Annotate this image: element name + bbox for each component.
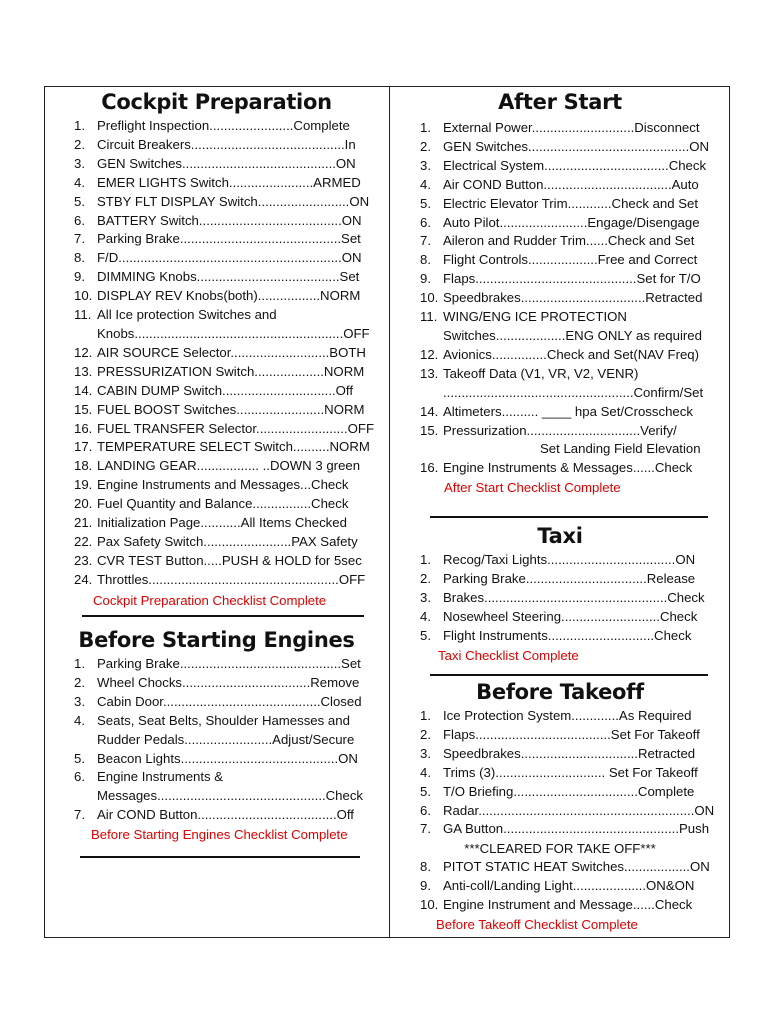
checklist-item bbox=[44, 287, 389, 306]
checklist-item bbox=[44, 420, 389, 439]
item-text: DISPLAY REV Knobs(both).................NORM bbox=[97, 288, 361, 304]
item-text: Engine Instruments & Messages......Check bbox=[443, 460, 693, 476]
item-number: 7. bbox=[74, 231, 85, 247]
item-text: Cabin Door...........................................Closed bbox=[97, 693, 362, 709]
item-text: WING/ENG ICE PROTECTION bbox=[443, 309, 627, 325]
after-start-checklist bbox=[390, 119, 730, 478]
item-text: Electrical System..................................Check bbox=[443, 157, 707, 173]
checklist-item bbox=[44, 693, 389, 712]
checklist-item bbox=[390, 896, 730, 915]
item-number: 11. bbox=[420, 309, 438, 325]
item-text: Flaps.....................................Set For Takeoff bbox=[443, 726, 700, 742]
checklist-item bbox=[44, 363, 389, 382]
checklist-item bbox=[390, 802, 730, 821]
item-number: 12. bbox=[74, 344, 93, 360]
checklist-item bbox=[44, 495, 389, 514]
checklist-item bbox=[390, 745, 730, 764]
checklist-item bbox=[390, 138, 730, 157]
before-start-complete-note: Before Starting Engines Checklist Complete bbox=[91, 827, 348, 843]
item-number: 16. bbox=[420, 460, 439, 476]
item-text: Anti-coll/Landing Light....................ON&ON bbox=[443, 878, 695, 894]
item-text: Beacon Lights...........................................ON bbox=[97, 750, 358, 766]
item-text: Parking Brake............................................Set bbox=[97, 656, 361, 671]
item-text: Circuit Breakers..........................................In bbox=[97, 136, 356, 152]
checklist-item bbox=[390, 195, 730, 214]
item-number: 10. bbox=[420, 290, 439, 306]
item-number: 9. bbox=[420, 271, 431, 287]
item-text: T/O Briefing..................................Complete bbox=[443, 783, 695, 799]
separator-line bbox=[82, 615, 364, 617]
item-number: 4. bbox=[74, 174, 85, 190]
item-number: 17. bbox=[74, 439, 93, 455]
item-text: Flaps............................................Set for T/O bbox=[443, 271, 701, 287]
taxi-section bbox=[390, 522, 730, 665]
item-text: AIR SOURCE Selector...........................BOTH bbox=[97, 344, 366, 360]
item-text: GA Button................................................Push bbox=[443, 821, 710, 837]
checklist-item bbox=[390, 589, 730, 608]
item-number: 5. bbox=[420, 783, 431, 799]
item-number: 14. bbox=[74, 382, 93, 398]
checklist-item bbox=[390, 270, 730, 289]
taxi-checklist bbox=[390, 551, 730, 646]
item-text: Brakes..................................................Check bbox=[443, 589, 705, 605]
checklist-item bbox=[390, 308, 730, 346]
checklist-item bbox=[44, 438, 389, 457]
item-text: Wheel Chocks...................................Remove bbox=[97, 674, 360, 690]
checklist-item bbox=[44, 212, 389, 231]
item-number: 5. bbox=[420, 627, 431, 643]
item-text: Engine Instruments & bbox=[97, 769, 224, 785]
item-text: F/D.............................................................ON bbox=[97, 250, 362, 266]
checklist-item bbox=[390, 346, 730, 365]
checklist-item bbox=[44, 230, 389, 249]
item-text: Preflight Inspection.......................Complete bbox=[97, 118, 350, 133]
item-number: 6. bbox=[74, 212, 85, 228]
checklist-item bbox=[44, 533, 389, 552]
checklist-item bbox=[44, 268, 389, 287]
item-number: 1. bbox=[74, 118, 85, 133]
item-number: 21. bbox=[74, 515, 93, 531]
section-title: Before Starting Engines bbox=[78, 628, 355, 652]
checklist-item bbox=[390, 551, 730, 570]
item-text: EMER LIGHTS Switch.......................ARMED bbox=[97, 174, 361, 190]
item-number: 2. bbox=[74, 136, 85, 152]
before-takeoff-checklist bbox=[390, 707, 730, 839]
checklist-item bbox=[44, 136, 389, 155]
checklist-item bbox=[390, 157, 730, 176]
item-number: 5. bbox=[74, 750, 85, 766]
item-text: PITOT STATIC HEAT Switches..................ON bbox=[443, 859, 710, 875]
checklist-item bbox=[44, 117, 389, 136]
section-title: Taxi bbox=[537, 524, 583, 548]
item-text: CABIN DUMP Switch...............................Off bbox=[97, 382, 353, 398]
item-text: Flight Instruments.............................Check bbox=[443, 627, 692, 643]
item-number: 20. bbox=[74, 496, 93, 512]
checklist-item bbox=[44, 806, 389, 825]
separator-line bbox=[80, 856, 360, 858]
cockpit-preparation-section bbox=[44, 86, 389, 610]
item-number: 9. bbox=[74, 269, 85, 285]
item-text: FUEL BOOST Switches........................NORM bbox=[97, 401, 365, 417]
checklist-item bbox=[390, 627, 730, 646]
item-text: Engine Instrument and Message......Check bbox=[443, 897, 693, 913]
checklist-item bbox=[44, 750, 389, 769]
item-number: 8. bbox=[74, 250, 85, 266]
item-number: 1. bbox=[420, 708, 431, 723]
item-number: 8. bbox=[420, 252, 431, 268]
item-number: 4. bbox=[420, 176, 431, 192]
item-number: 15. bbox=[420, 422, 439, 438]
item-text: Flight Controls...................Free and Correct bbox=[443, 252, 698, 268]
before-takeoff-checklist-continued bbox=[390, 858, 730, 915]
item-text: Fuel Quantity and Balance................Check bbox=[97, 496, 349, 512]
item-number: 3. bbox=[420, 157, 431, 173]
item-text: FUEL TRANSFER Selector.........................OFF bbox=[97, 420, 374, 436]
item-text: Radar...........................................................ON bbox=[443, 802, 715, 818]
item-number: 4. bbox=[420, 608, 431, 624]
after-start-section bbox=[390, 86, 730, 497]
item-number: 16. bbox=[74, 420, 93, 436]
item-text: Aileron and Rudder Trim......Check and Set bbox=[443, 233, 695, 249]
item-text: Pax Safety Switch........................PAX Safety bbox=[97, 533, 358, 549]
checklist-item bbox=[390, 232, 730, 251]
item-number: 18. bbox=[74, 458, 93, 474]
item-text: Takeoff Data (V1, VR, V2, VENR) bbox=[443, 365, 639, 381]
checklist-item bbox=[44, 457, 389, 476]
checklist-item bbox=[390, 289, 730, 308]
item-number: 13. bbox=[74, 363, 93, 379]
item-text: Seats, Seat Belts, Shoulder Hamesses and bbox=[97, 712, 350, 728]
item-number: 15. bbox=[74, 401, 93, 417]
item-number: 1. bbox=[420, 552, 431, 567]
checklist-item bbox=[44, 382, 389, 401]
checklist-item bbox=[44, 655, 389, 674]
item-text: PRESSURIZATION Switch...................NORM bbox=[97, 363, 365, 379]
before-takeoff-section bbox=[390, 678, 730, 934]
item-number: 1. bbox=[74, 656, 85, 671]
separator-line bbox=[430, 516, 708, 518]
item-text-continued: Rudder Pedals........................Adjust/Secure bbox=[97, 731, 355, 747]
checklist-item bbox=[390, 570, 730, 589]
checklist-item bbox=[44, 344, 389, 363]
checklist-item bbox=[44, 174, 389, 193]
checklist-item bbox=[390, 608, 730, 627]
checklist-item bbox=[390, 214, 730, 233]
before-starting-engines-section bbox=[44, 626, 389, 844]
item-number: 22. bbox=[74, 533, 93, 549]
item-text: Parking Brake.................................Release bbox=[443, 570, 696, 586]
item-text: Pressurization...............................Verify/ bbox=[443, 422, 677, 438]
checklist-item bbox=[44, 249, 389, 268]
checklist-item bbox=[44, 552, 389, 571]
item-text: All Ice protection Switches and bbox=[97, 307, 277, 323]
item-number: 6. bbox=[74, 769, 85, 785]
item-number: 7. bbox=[74, 807, 85, 823]
checklist-item bbox=[390, 459, 730, 478]
checklist-item bbox=[390, 858, 730, 877]
item-number: 10. bbox=[74, 288, 93, 304]
item-number: 3. bbox=[74, 155, 85, 171]
before-start-checklist bbox=[44, 655, 389, 825]
checklist-item bbox=[44, 306, 389, 344]
checklist-item bbox=[390, 365, 730, 403]
item-number: 7. bbox=[420, 821, 431, 837]
item-text-continued: ....................................................Confirm/Set bbox=[443, 384, 704, 400]
item-number: 23. bbox=[74, 552, 93, 568]
checklist-item bbox=[44, 571, 389, 590]
item-text: CVR TEST Button.....PUSH & HOLD for 5sec bbox=[97, 552, 362, 568]
item-number: 7. bbox=[420, 233, 431, 249]
item-number: 5. bbox=[420, 195, 431, 211]
item-text: BATTERY Switch.......................................ON bbox=[97, 212, 362, 228]
checklist-item bbox=[390, 403, 730, 422]
checklist-item bbox=[390, 251, 730, 270]
item-text: Trims (3).............................. Set For Takeoff bbox=[443, 764, 698, 780]
section-title: Before Takeoff bbox=[476, 680, 644, 704]
checklist-item bbox=[390, 820, 730, 839]
item-number: 3. bbox=[420, 745, 431, 761]
item-text: Electric Elevator Trim............Check and Set bbox=[443, 195, 699, 211]
checklist-item bbox=[390, 783, 730, 802]
checklist-item bbox=[44, 401, 389, 420]
item-number: 4. bbox=[420, 764, 431, 780]
before-takeoff-complete-note: Before Takeoff Checklist Complete bbox=[436, 917, 638, 933]
cleared-for-takeoff-note: ***CLEARED FOR TAKE OFF*** bbox=[464, 841, 656, 857]
item-number: 11. bbox=[74, 307, 92, 323]
checklist-item bbox=[44, 514, 389, 533]
item-text: TEMPERATURE SELECT Switch..........NORM bbox=[97, 439, 370, 455]
separator-line bbox=[430, 674, 708, 676]
item-text: Speedbrakes..................................Retracted bbox=[443, 290, 703, 306]
item-text: GEN Switches..........................................ON bbox=[97, 155, 356, 171]
item-text: Initialization Page...........All Items Checked bbox=[97, 515, 347, 531]
item-text: Speedbrakes................................Retracted bbox=[443, 745, 696, 761]
checklist-item bbox=[44, 476, 389, 495]
item-number: 6. bbox=[420, 802, 431, 818]
item-number: 24. bbox=[74, 571, 93, 587]
checklist-item bbox=[390, 764, 730, 783]
item-number: 6. bbox=[420, 214, 431, 230]
cockpit-checklist bbox=[44, 117, 389, 590]
item-text: Engine Instruments and Messages...Check bbox=[97, 477, 349, 493]
checklist-item bbox=[390, 707, 730, 726]
item-number: 2. bbox=[420, 138, 431, 154]
item-text: STBY FLT DISPLAY Switch.........................ON bbox=[97, 193, 370, 209]
item-text: Altimeters.......... ____ hpa Set/Crosscheck bbox=[443, 403, 693, 419]
after-start-complete-note: After Start Checklist Complete bbox=[444, 480, 621, 496]
item-number: 13. bbox=[420, 365, 439, 381]
taxi-complete-note: Taxi Checklist Complete bbox=[438, 647, 579, 663]
item-number: 12. bbox=[420, 346, 439, 362]
item-number: 2. bbox=[420, 726, 431, 742]
item-number: 14. bbox=[420, 403, 439, 419]
item-text-continued: Knobs.........................................................OFF bbox=[97, 325, 370, 341]
checklist-item bbox=[390, 877, 730, 896]
item-number: 5. bbox=[74, 193, 85, 209]
item-text: Auto Pilot........................Engage/Disengage bbox=[443, 214, 700, 230]
item-text: LANDING GEAR................. ..DOWN 3 green bbox=[97, 458, 361, 474]
item-text: Recog/Taxi Lights...................................ON bbox=[443, 552, 696, 567]
section-title: Cockpit Preparation bbox=[101, 90, 332, 114]
item-text-continued: Set Landing Field Elevation bbox=[540, 441, 701, 457]
item-text: Air COND Button......................................Off bbox=[97, 807, 354, 823]
item-text: Avionics...............Check and Set(NAV Freq) bbox=[443, 346, 700, 362]
item-text: Nosewheel Steering...........................Check bbox=[443, 608, 698, 624]
item-text: External Power............................Disconnect bbox=[443, 120, 700, 135]
checklist-item bbox=[44, 674, 389, 693]
item-text: Air COND Button...................................Auto bbox=[443, 176, 699, 192]
checklist-item bbox=[390, 726, 730, 745]
item-text: Throttles....................................................OFF bbox=[97, 571, 366, 587]
checklist-item bbox=[44, 155, 389, 174]
item-number: 8. bbox=[420, 859, 431, 875]
checklist-item bbox=[390, 119, 730, 138]
item-number: 19. bbox=[74, 477, 93, 493]
item-text-continued: Switches...................ENG ONLY as required bbox=[443, 327, 702, 343]
item-text: Parking Brake............................................Set bbox=[97, 231, 361, 247]
checklist-item bbox=[44, 712, 389, 750]
item-text: GEN Switches............................................ON bbox=[443, 138, 710, 154]
checklist-item bbox=[390, 422, 730, 460]
item-number: 3. bbox=[74, 693, 85, 709]
item-text: Ice Protection System.............As Required bbox=[443, 708, 692, 723]
item-text-continued: Messages..............................................Check bbox=[97, 788, 364, 804]
item-number: 3. bbox=[420, 589, 431, 605]
item-text: DIMMING Knobs.......................................Set bbox=[97, 269, 360, 285]
section-title: After Start bbox=[498, 90, 622, 114]
checklist-item bbox=[44, 193, 389, 212]
item-number: 2. bbox=[420, 570, 431, 586]
item-number: 1. bbox=[420, 120, 431, 135]
item-number: 9. bbox=[420, 878, 431, 894]
item-number: 4. bbox=[74, 712, 85, 728]
item-number: 2. bbox=[74, 674, 85, 690]
checklist-item bbox=[390, 176, 730, 195]
cockpit-complete-note: Cockpit Preparation Checklist Complete bbox=[93, 592, 327, 608]
item-number: 10. bbox=[420, 897, 439, 913]
checklist-item bbox=[44, 768, 389, 806]
